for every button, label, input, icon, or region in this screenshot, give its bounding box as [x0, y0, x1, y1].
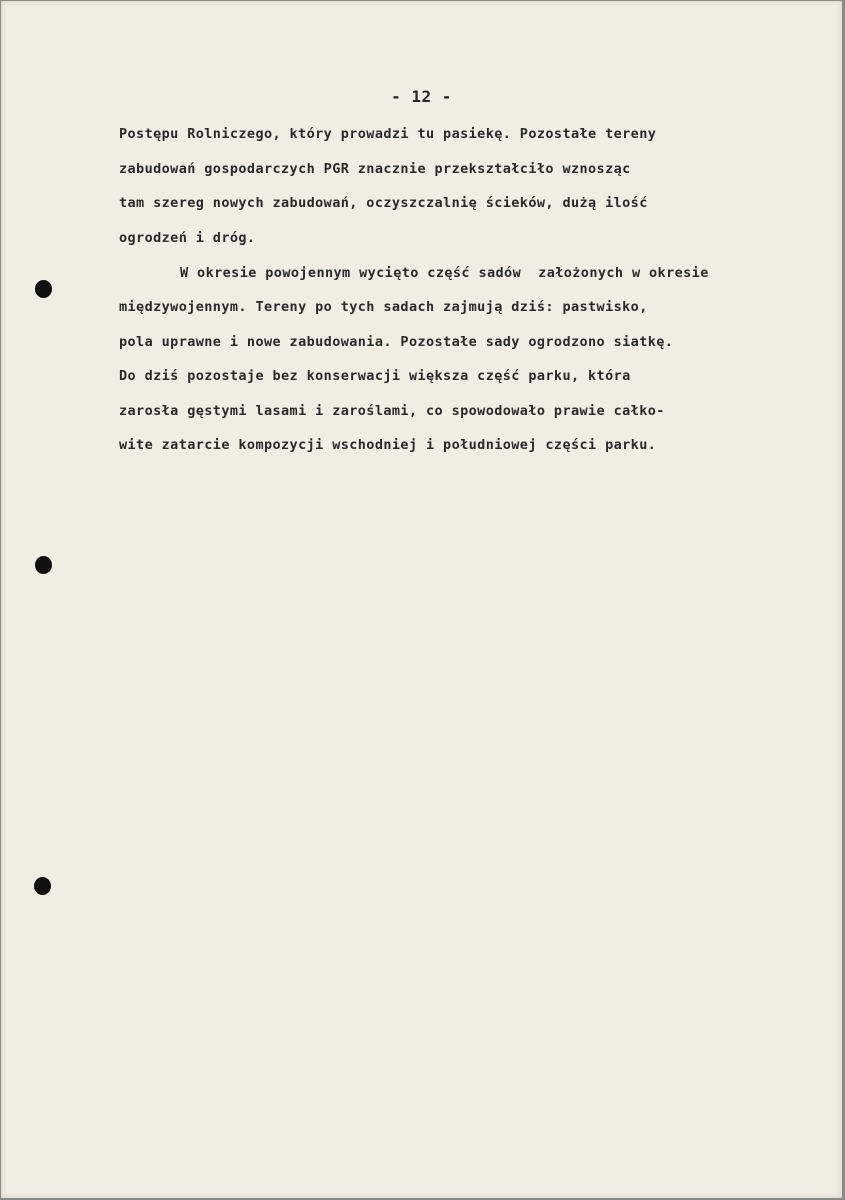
punch-hole: [34, 877, 51, 895]
page-number: - 12 -: [391, 87, 452, 106]
text-line: zabudowań gospodarczych PGR znacznie przekształciło wznosząc: [119, 161, 631, 177]
text-line: międzywojennym. Tereny po tych sadach zajmują dziś: pastwisko,: [119, 299, 648, 315]
punch-hole: [35, 280, 52, 298]
punch-hole: [35, 556, 52, 574]
text-line: pola uprawne i nowe zabudowania. Pozostałe sady ogrodzono siatkę.: [119, 334, 674, 350]
text-line: W okresie powojennym wycięto część sadów założonych w okresie: [180, 265, 709, 281]
text-line: Postępu Rolniczego, który prowadzi tu pasiekę. Pozostałe tereny: [119, 126, 657, 142]
document-page: [1, 1, 842, 1198]
text-line: wite zatarcie kompozycji wschodniej i południowej części parku.: [119, 437, 657, 453]
text-line: ogrodzeń i dróg.: [119, 230, 256, 246]
text-line: zarosła gęstymi lasami i zaroślami, co spowodowało prawie całko-: [119, 403, 665, 419]
text-line: Do dziś pozostaje bez konserwacji większa część parku, która: [119, 368, 631, 384]
text-line: tam szereg nowych zabudowań, oczyszczalnię ścieków, dużą ilość: [119, 195, 648, 211]
